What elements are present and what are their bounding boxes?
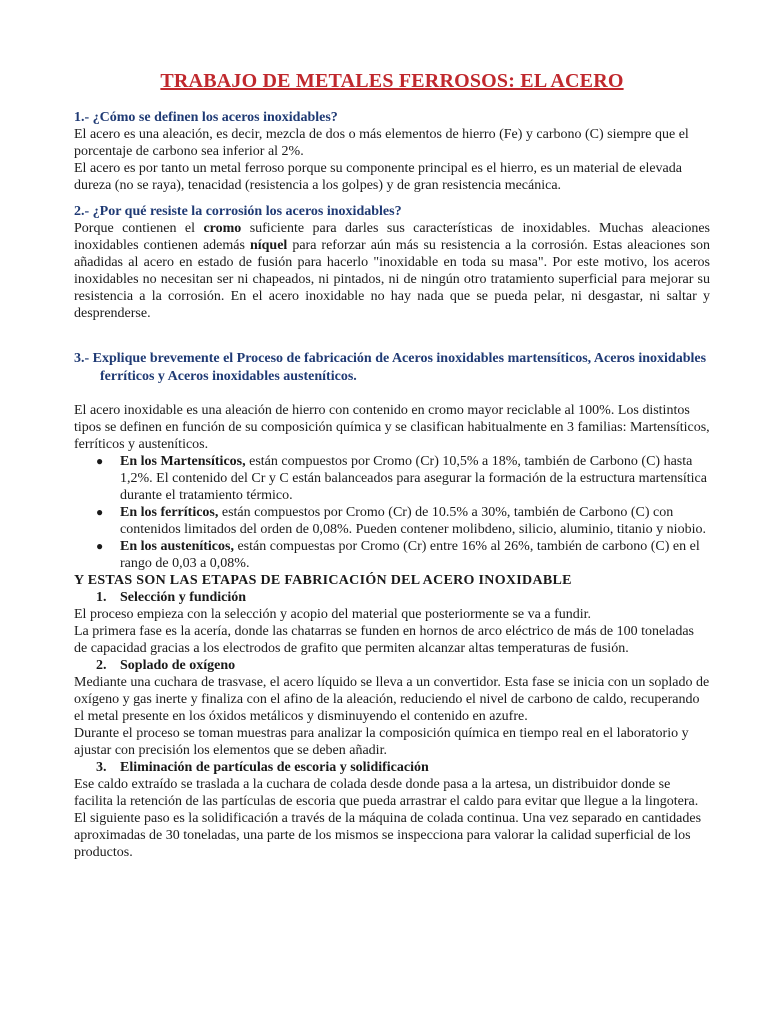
stages-title: Y ESTAS SON LAS ETAPAS DE FABRICACIÓN DEL ACERO INOXIDABLE (74, 573, 572, 588)
stage-1-heading (74, 589, 710, 606)
q2-bold-cromo: cromo (203, 221, 242, 236)
question-1-heading: 1.- ¿Cómo se definen los aceros inoxidables? (74, 110, 338, 125)
stage-2-paragraph-2: Durante el proceso se toman muestras para analizar la composición química en tiempo real en el laboratorio y ajustar con precisión los elementos que se deben añadir. (74, 726, 689, 758)
stage-title: Eliminación de partículas de escoria y solidificación (120, 760, 429, 775)
stage-1-paragraph-2: La primera fase es la acería, donde las chatarras se funden en hornos de arco eléctrico de más de 100 toneladas de capacidad gracias a los electrodos de grafito que permiten alcanzar altas temperaturas de fusión. (74, 624, 694, 656)
stage-number: 1. (96, 590, 107, 605)
family-label: En los austeníticos, (120, 539, 234, 554)
stage-number: 3. (96, 760, 107, 775)
family-label: En los ferríticos, (120, 505, 219, 520)
question-3-intro: El acero inoxidable es una aleación de hierro con contenido en cromo mayor reciclable al 100%. Los distintos tipos se definen en función de su composición química y se clasifican habitualmente en 3 familias: Martensíticos, ferríticos y austeníticos. (74, 403, 710, 452)
family-item-martensiticos (96, 453, 710, 504)
question-2-paragraph (74, 220, 710, 322)
bullet-icon: ● (96, 539, 104, 553)
stage-number: 2. (96, 658, 107, 673)
bullet-icon: ● (96, 454, 104, 468)
stage-2-paragraph-1: Mediante una cuchara de trasvase, el acero líquido se lleva a un convertidor. Esta fase se inicia con un soplado de oxígeno y gas inerte y finaliza con el afino de la aleación, reduciendo el nivel de carbono de caldo, recuperando el metal presente en los óxidos metálicos y disminuyendo el contenido en azufre. (74, 675, 710, 724)
question-2-heading: 2.- ¿Por qué resiste la corrosión los aceros inoxidables? (74, 204, 402, 219)
stage-3-paragraph-1: Ese caldo extraído se traslada a la cuchara de colada desde donde pasa a la artesa, un distribuidor donde se facilita la retención de las partículas de escoria que pueda arrastrar el caldo para evitar que llegue a la lingotera. (74, 777, 699, 809)
q2-text-c: para reforzar aún más su resistencia a la corrosión. Estas aleaciones son añadidas al acero en estado de fusión para hacerlo "inoxidable en toda su masa". Por este motivo, los aceros inoxidables no necesitan ser ni chapeados, ni pintados, ni de ningún otro tratamiento superficial para mejorar su resistencia a la corrosión. En el acero inoxidable no hay nada que se pueda pelar, ni desgastar, ni saltar y desprenderse. (74, 238, 710, 321)
stage-3-heading (74, 759, 710, 776)
family-label: En los Martensíticos, (120, 454, 246, 469)
q2-bold-niquel: níquel (249, 238, 288, 253)
bullet-icon: ● (96, 505, 104, 519)
stage-title: Selección y fundición (120, 590, 247, 605)
question-1-paragraph-2: El acero es por tanto un metal ferroso porque su componente principal es el hierro, es un material de elevada dureza (no se raya), tenacidad (resistencia a los golpes) y de gran resistencia mecánica. (74, 161, 682, 193)
stage-3-paragraph-2: El siguiente paso es la solidificación a través de la máquina de colada continua. Una vez separado en cantidades aproximadas de 30 toneladas, una parte de los mismos se inspecciona para valorar la calidad superficial de los productos. (74, 811, 702, 860)
stage-2-heading (74, 657, 710, 674)
stage-1-paragraph-1: El proceso empieza con la selección y acopio del material que posteriormente se va a fundir. (74, 607, 592, 622)
question-1-paragraph-1: El acero es una aleación, es decir, mezcla de dos o más elementos de hierro (Fe) y carbono (C) siempre que el porcentaje de carbono sea inferior al 2%. (74, 127, 689, 159)
document-title: TRABAJO DE METALES FERROSOS: EL ACERO (160, 70, 624, 92)
q2-text-b: suficiente para darles sus características de inoxidables. Muchas aleaciones inoxidables contienen además (74, 221, 710, 253)
family-text: están compuestos por Cromo (Cr) de 10.5% a 30%, también de Carbono (C) con contenidos limitados del orden de 0,08%. Pueden contener molibdeno, silicio, aluminio, titanio y niobio. (120, 505, 706, 537)
question-3-heading: 3.- Explique brevemente el Proceso de fabricación de Aceros inoxidables martensíticos, Aceros inoxidables ferríticos y Aceros inoxidables austeníticos. (74, 351, 707, 384)
steel-families-list (74, 453, 710, 572)
family-text: están compuestos por Cromo (Cr) 10,5% a 18%, también de Carbono (C) hasta 1,2%. El contenido del Cr y C están balanceados para asegurar la formación de la estructura martensítica durante el tratamiento térmico. (120, 454, 707, 503)
family-item-austeniticos (96, 538, 710, 572)
family-item-ferriticos (96, 504, 710, 538)
q2-text-a: Porque contienen el (74, 221, 204, 236)
stage-title: Soplado de oxígeno (120, 658, 236, 673)
family-text: están compuestas por Cromo (Cr) entre 16% al 26%, también de carbono (C) en el rango de 0,03 a 0,08%. (120, 539, 700, 571)
